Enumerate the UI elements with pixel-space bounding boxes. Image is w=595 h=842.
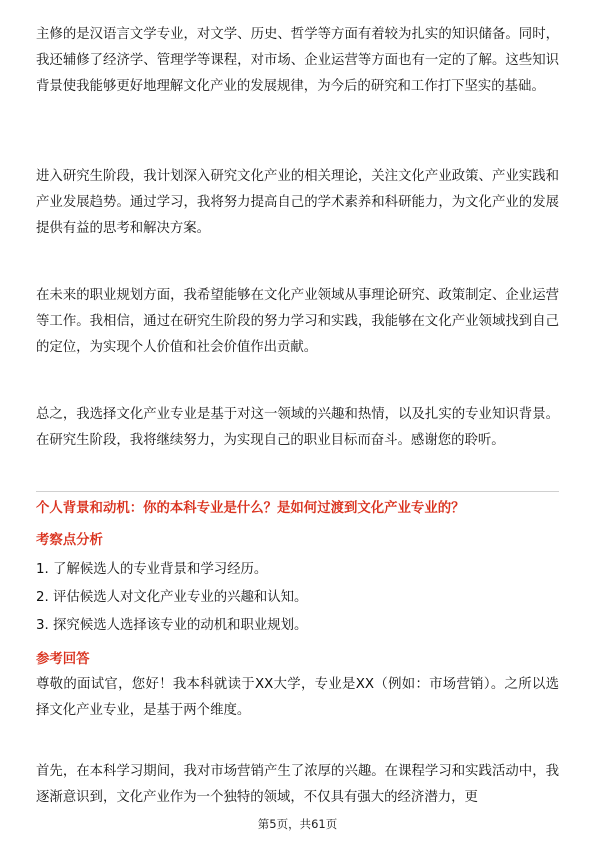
body-paragraph-1: 主修的是汉语言文学专业，对文学、历史、哲学等方面有着较为扎实的知识储备。同时，我还辅修了经济学、管理学等课程，对市场、企业运营等方面也有一定的了解。这些知识背景使我能够更好地理解文化产业的发展规律，为今后的研究和工作打下坚实的基础。 [36, 27, 559, 94]
answer-heading: 参考回答 [36, 652, 90, 667]
analysis-points-list [36, 556, 559, 640]
analysis-point-2: 2. 评估候选人对文化产业专业的兴趣和认知。 [36, 590, 308, 605]
analysis-heading: 考察点分析 [36, 533, 103, 548]
section-divider [36, 491, 559, 492]
body-paragraph-3: 在未来的职业规划方面，我希望能够在文化产业领域从事理论研究、政策制定、企业运营等工作。我相信，通过在研究生阶段的努力学习和实践，我能够在文化产业领域找到自己的定位，为实现个人价值和社会价值作出贡献。 [36, 288, 559, 355]
analysis-point-3: 3. 探究候选人选择该专业的动机和职业规划。 [36, 618, 308, 633]
answer-paragraph-1: 尊敬的面试官，您好！我本科就读于XX大学，专业是XX（例如：市场营销）。之所以选择文化产业专业，是基于两个维度。 [36, 677, 559, 718]
answer-paragraph-2: 首先，在本科学习期间，我对市场营销产生了浓厚的兴趣。在课程学习和实践活动中，我逐渐意识到，文化产业作为一个独特的领域，不仅具有强大的经济潜力，更 [36, 764, 559, 805]
body-paragraph-2: 进入研究生阶段，我计划深入研究文化产业的相关理论，关注文化产业政策、产业实践和产业发展趋势。通过学习，我将努力提高自己的学术素养和科研能力，为文化产业的发展提供有益的思考和解决方案。 [36, 169, 559, 236]
body-paragraph-4: 总之，我选择文化产业专业是基于对这一领域的兴趣和热情，以及扎实的专业知识背景。在研究生阶段，我将继续努力，为实现自己的职业目标而奋斗。感谢您的聆听。 [36, 407, 559, 448]
page-footer: 第5页，共61页 [257, 817, 338, 831]
question-heading: 个人背景和动机：你的本科专业是什么？是如何过渡到文化产业专业的？ [36, 501, 465, 516]
analysis-point-1: 1. 了解候选人的专业背景和学习经历。 [36, 562, 268, 577]
